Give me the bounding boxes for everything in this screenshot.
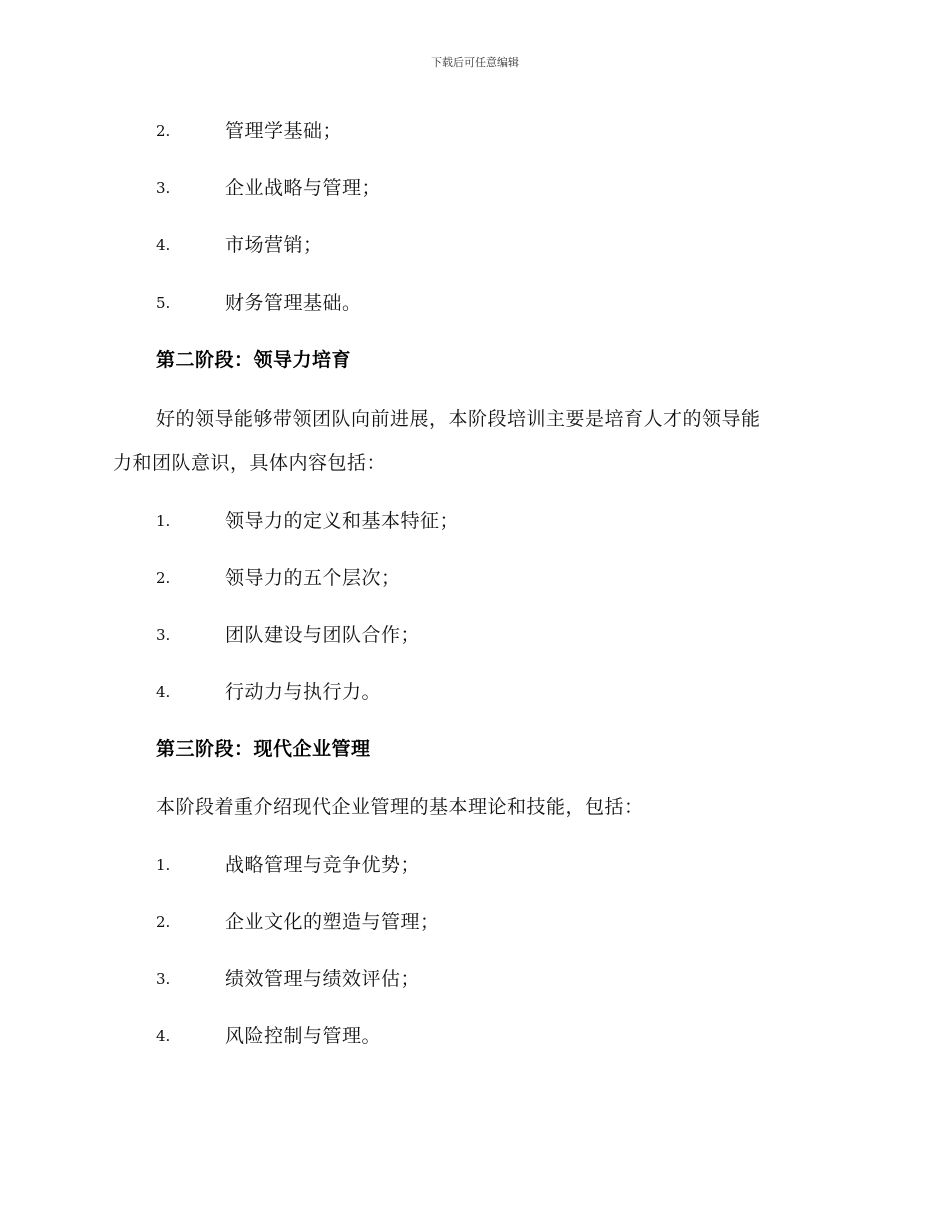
list-number: 3. [156,970,171,988]
list-number: 4. [156,236,171,254]
list-number: 1. [156,512,171,530]
list-number: 3. [156,179,171,197]
list-item [0,964,950,994]
list-number: 4. [156,1027,171,1045]
list-item [0,850,950,880]
list-number: 1. [156,856,171,874]
list-text: 风险控制与管理。 [225,1025,382,1047]
list-number: 2. [156,913,171,931]
paragraph-line: 好的领导能够带领团队向前进展，本阶段培训主要是培育人才的领导能 [156,408,761,430]
section-heading: 第三阶段：现代企业管理 [156,738,371,760]
list-item [0,173,950,203]
list-item [0,563,950,593]
list-item [0,1021,950,1051]
list-item [0,907,950,937]
list-text: 市场营销； [225,234,323,256]
list-number: 5. [156,294,171,312]
list-text: 管理学基础； [225,120,343,142]
list-item [0,288,950,318]
list-text: 企业战略与管理； [225,177,382,199]
list-item [0,116,950,146]
list-number: 2. [156,569,171,587]
list-text: 团队建设与团队合作； [225,624,421,646]
paragraph-line: 本阶段着重介绍现代企业管理的基本理论和技能，包括： [156,796,644,818]
list-item [0,677,950,707]
list-item [0,620,950,650]
list-text: 行动力与执行力。 [225,681,382,703]
list-text: 企业文化的塑造与管理； [225,911,440,933]
list-text: 领导力的定义和基本特征； [225,510,460,532]
list-text: 领导力的五个层次； [225,567,401,589]
list-text: 财务管理基础。 [225,292,362,314]
list-text: 绩效管理与绩效评估； [225,968,421,990]
list-number: 4. [156,683,171,701]
list-number: 3. [156,626,171,644]
list-text: 战略管理与竞争优势； [225,854,421,876]
list-item [0,506,950,536]
paragraph-line: 力和团队意识，具体内容包括： [113,452,387,474]
list-number: 2. [156,122,171,140]
section-heading: 第二阶段：领导力培育 [156,349,352,371]
page-header: 下载后可任意编辑 [431,56,519,69]
list-item [0,230,950,260]
